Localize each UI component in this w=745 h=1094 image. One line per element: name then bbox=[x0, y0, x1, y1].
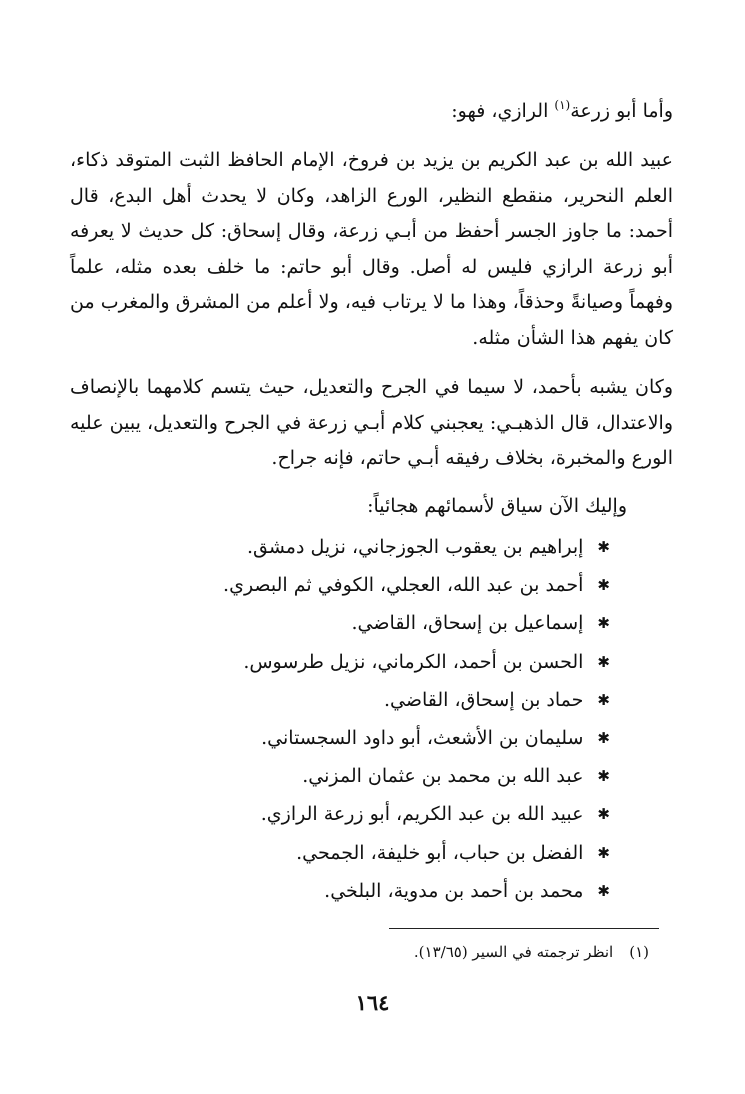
footnote bbox=[414, 940, 649, 964]
comparison-paragraph: وكان يشبه بأحمد، لا سيما في الجرح والتعديل، حيث يتسم كلامهما بالإنصاف والاعتدال، قال الذهبـي: يعجبني كلام أبـي زرعة في الجرح والتعديل، يبين عليه الورع والمخبرة، بخلاف رفيقه أبـي حاتم، فإنه جراح. bbox=[70, 376, 673, 469]
list-item bbox=[70, 719, 610, 757]
intro-text-after: الرازي، فهو: bbox=[451, 100, 555, 122]
biography-paragraph: عبيد الله بن عبد الكريم بن يزيد بن فروخ، الإمام الحافظ الثبت المتوقد ذكاء، العلم النحرير، منقطع النظير، الورع الزاهد، وكان لا يحدث أهل البدع، قال أحمد: ما جاوز الجسر أحفظ من أبـي زرعة، وقال إسحاق: كل حديث لا يعرفه أبو زرعة الرازي فليس له أصل. وقال أبو حاتم: ما خلف بعده مثله، علماً وفهماً وصيانةً وحذقاً، وهذا ما لا يرتاب فيه، ولا أعلم من المشرق والمغرب من كان يفهم هذا الشأن مثله. bbox=[70, 149, 673, 349]
asterisk-icon: ✱ bbox=[597, 767, 610, 786]
asterisk-icon: ✱ bbox=[597, 576, 610, 595]
list-item bbox=[70, 834, 610, 872]
list-item-text: إبراهيم بن يعقوب الجوزجاني، نزيل دمشق. bbox=[246, 536, 584, 558]
footnote-number: (١) bbox=[629, 943, 649, 961]
intro-text-before: وأما أبو زرعة bbox=[570, 100, 673, 122]
asterisk-icon: ✱ bbox=[597, 843, 610, 862]
asterisk-icon: ✱ bbox=[597, 652, 610, 671]
asterisk-icon: ✱ bbox=[597, 805, 610, 824]
footnote-text: انظر ترجمته في السير (١٣/٦٥). bbox=[413, 943, 614, 961]
list-item bbox=[70, 566, 610, 604]
intro-line bbox=[70, 88, 673, 130]
asterisk-icon: ✱ bbox=[597, 538, 610, 556]
list-item-text: محمد بن أحمد بن مدوية، البلخي. bbox=[324, 879, 584, 902]
list-item bbox=[70, 757, 610, 795]
footnote-reference: (١) bbox=[554, 98, 571, 112]
footnote-divider bbox=[389, 928, 659, 929]
list-item bbox=[70, 604, 610, 642]
names-list bbox=[70, 528, 610, 910]
asterisk-icon: ✱ bbox=[597, 881, 610, 900]
list-item-text: حماد بن إسحاق، القاضي. bbox=[383, 688, 584, 711]
list-item-text: أحمد بن عبد الله، العجلي، الكوفي ثم البصري. bbox=[223, 574, 584, 597]
list-item bbox=[70, 872, 610, 910]
asterisk-icon: ✱ bbox=[597, 614, 610, 633]
list-item bbox=[70, 681, 610, 719]
list-item-text: إسماعيل بن إسحاق، القاضي. bbox=[351, 612, 584, 635]
asterisk-icon: ✱ bbox=[597, 728, 610, 747]
list-item-text: عبد الله بن محمد بن عثمان المزني. bbox=[302, 765, 584, 788]
list-item-text: عبيد الله بن عبد الكريم، أبو زرعة الرازي. bbox=[260, 803, 584, 826]
list-item bbox=[70, 795, 610, 833]
list-intro: وإليك الآن سياق لأسمائهم هجائياً: bbox=[367, 495, 627, 517]
list-item-text: الفضل بن حباب، أبو خليفة، الجمحي. bbox=[296, 841, 584, 864]
asterisk-icon: ✱ bbox=[597, 690, 610, 709]
list-item bbox=[70, 528, 610, 566]
list-item-text: سليمان بن الأشعث، أبو داود السجستاني. bbox=[261, 726, 584, 749]
list-item bbox=[70, 643, 610, 681]
list-item-text: الحسن بن أحمد، الكرماني، نزيل طرسوس. bbox=[243, 650, 584, 673]
page-number: ١٦٤ bbox=[355, 990, 390, 1015]
